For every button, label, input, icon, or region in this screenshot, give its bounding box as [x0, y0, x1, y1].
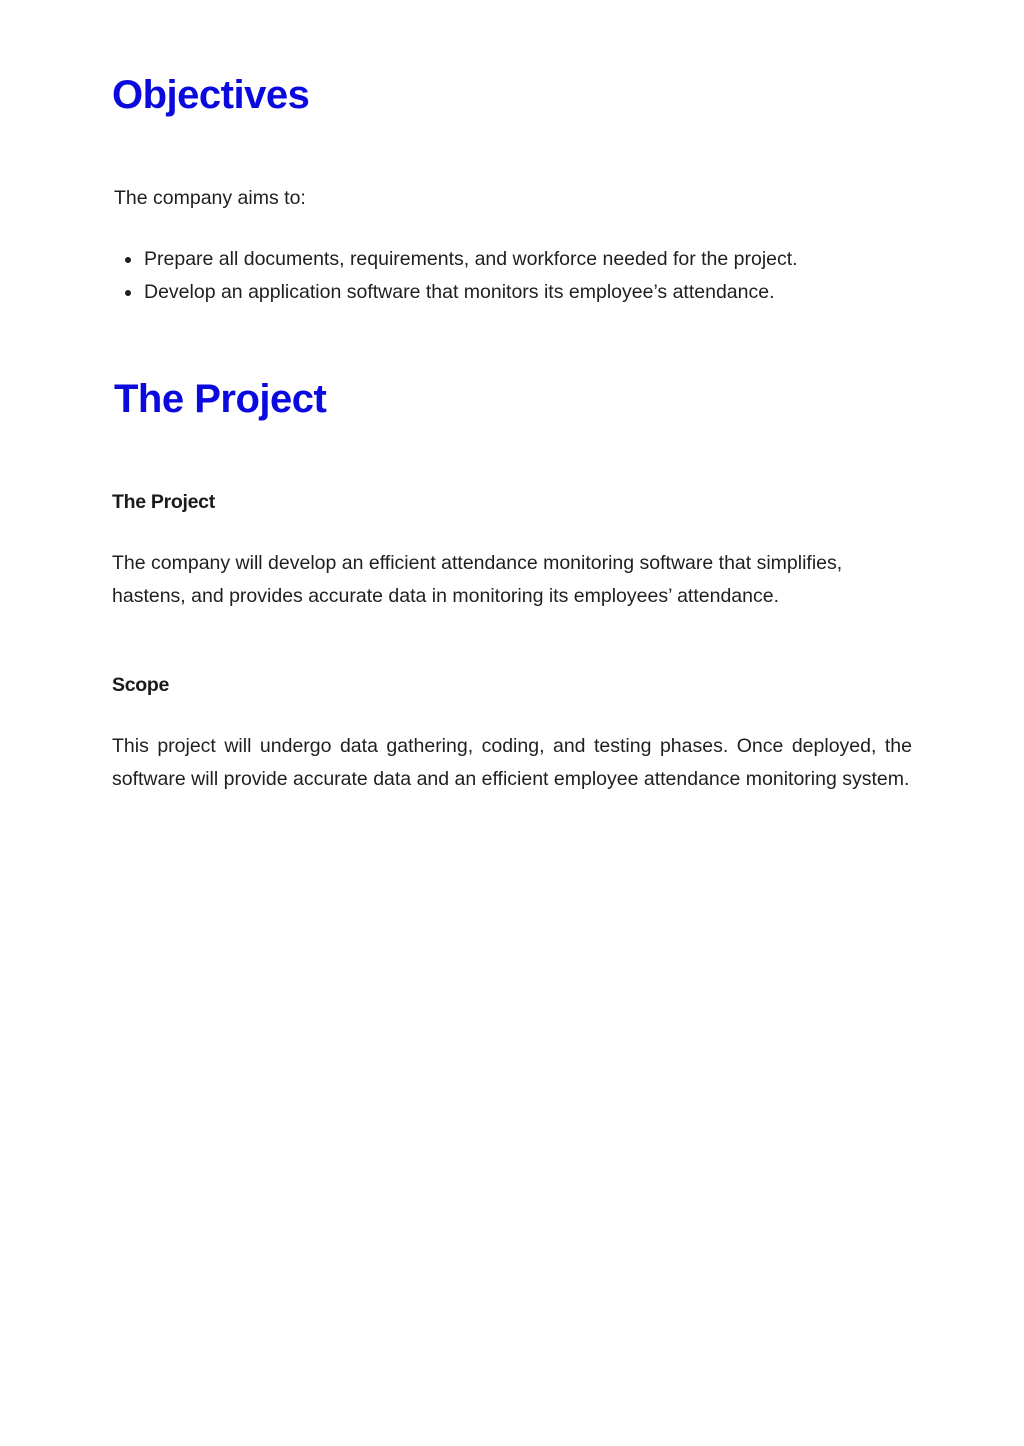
- project-description: The company will develop an efficient attendance monitoring software that simplifies, hastens, and provides accurate data in monitoring its employees’ attendance.: [112, 552, 843, 607]
- objectives-list: [112, 243, 912, 309]
- objectives-heading: Objectives: [112, 73, 310, 117]
- list-item-text: Develop an application software that monitors its employee’s attendance.: [144, 281, 775, 303]
- scope-subheading: Scope: [112, 674, 170, 696]
- project-subheading: The Project: [112, 491, 215, 513]
- list-item-text: Prepare all documents, requirements, and workforce needed for the project.: [144, 248, 798, 270]
- bullet-icon: [125, 290, 131, 296]
- project-heading: The Project: [114, 377, 327, 421]
- objectives-intro: The company aims to:: [114, 187, 306, 209]
- list-item: [112, 243, 912, 276]
- scope-description: This project will undergo data gathering, coding, and testing phases. Once deployed, the software will provide accurate data and an efficient employee attendance monitoring system.: [112, 735, 912, 790]
- bullet-icon: [125, 257, 131, 263]
- list-item: [112, 276, 912, 309]
